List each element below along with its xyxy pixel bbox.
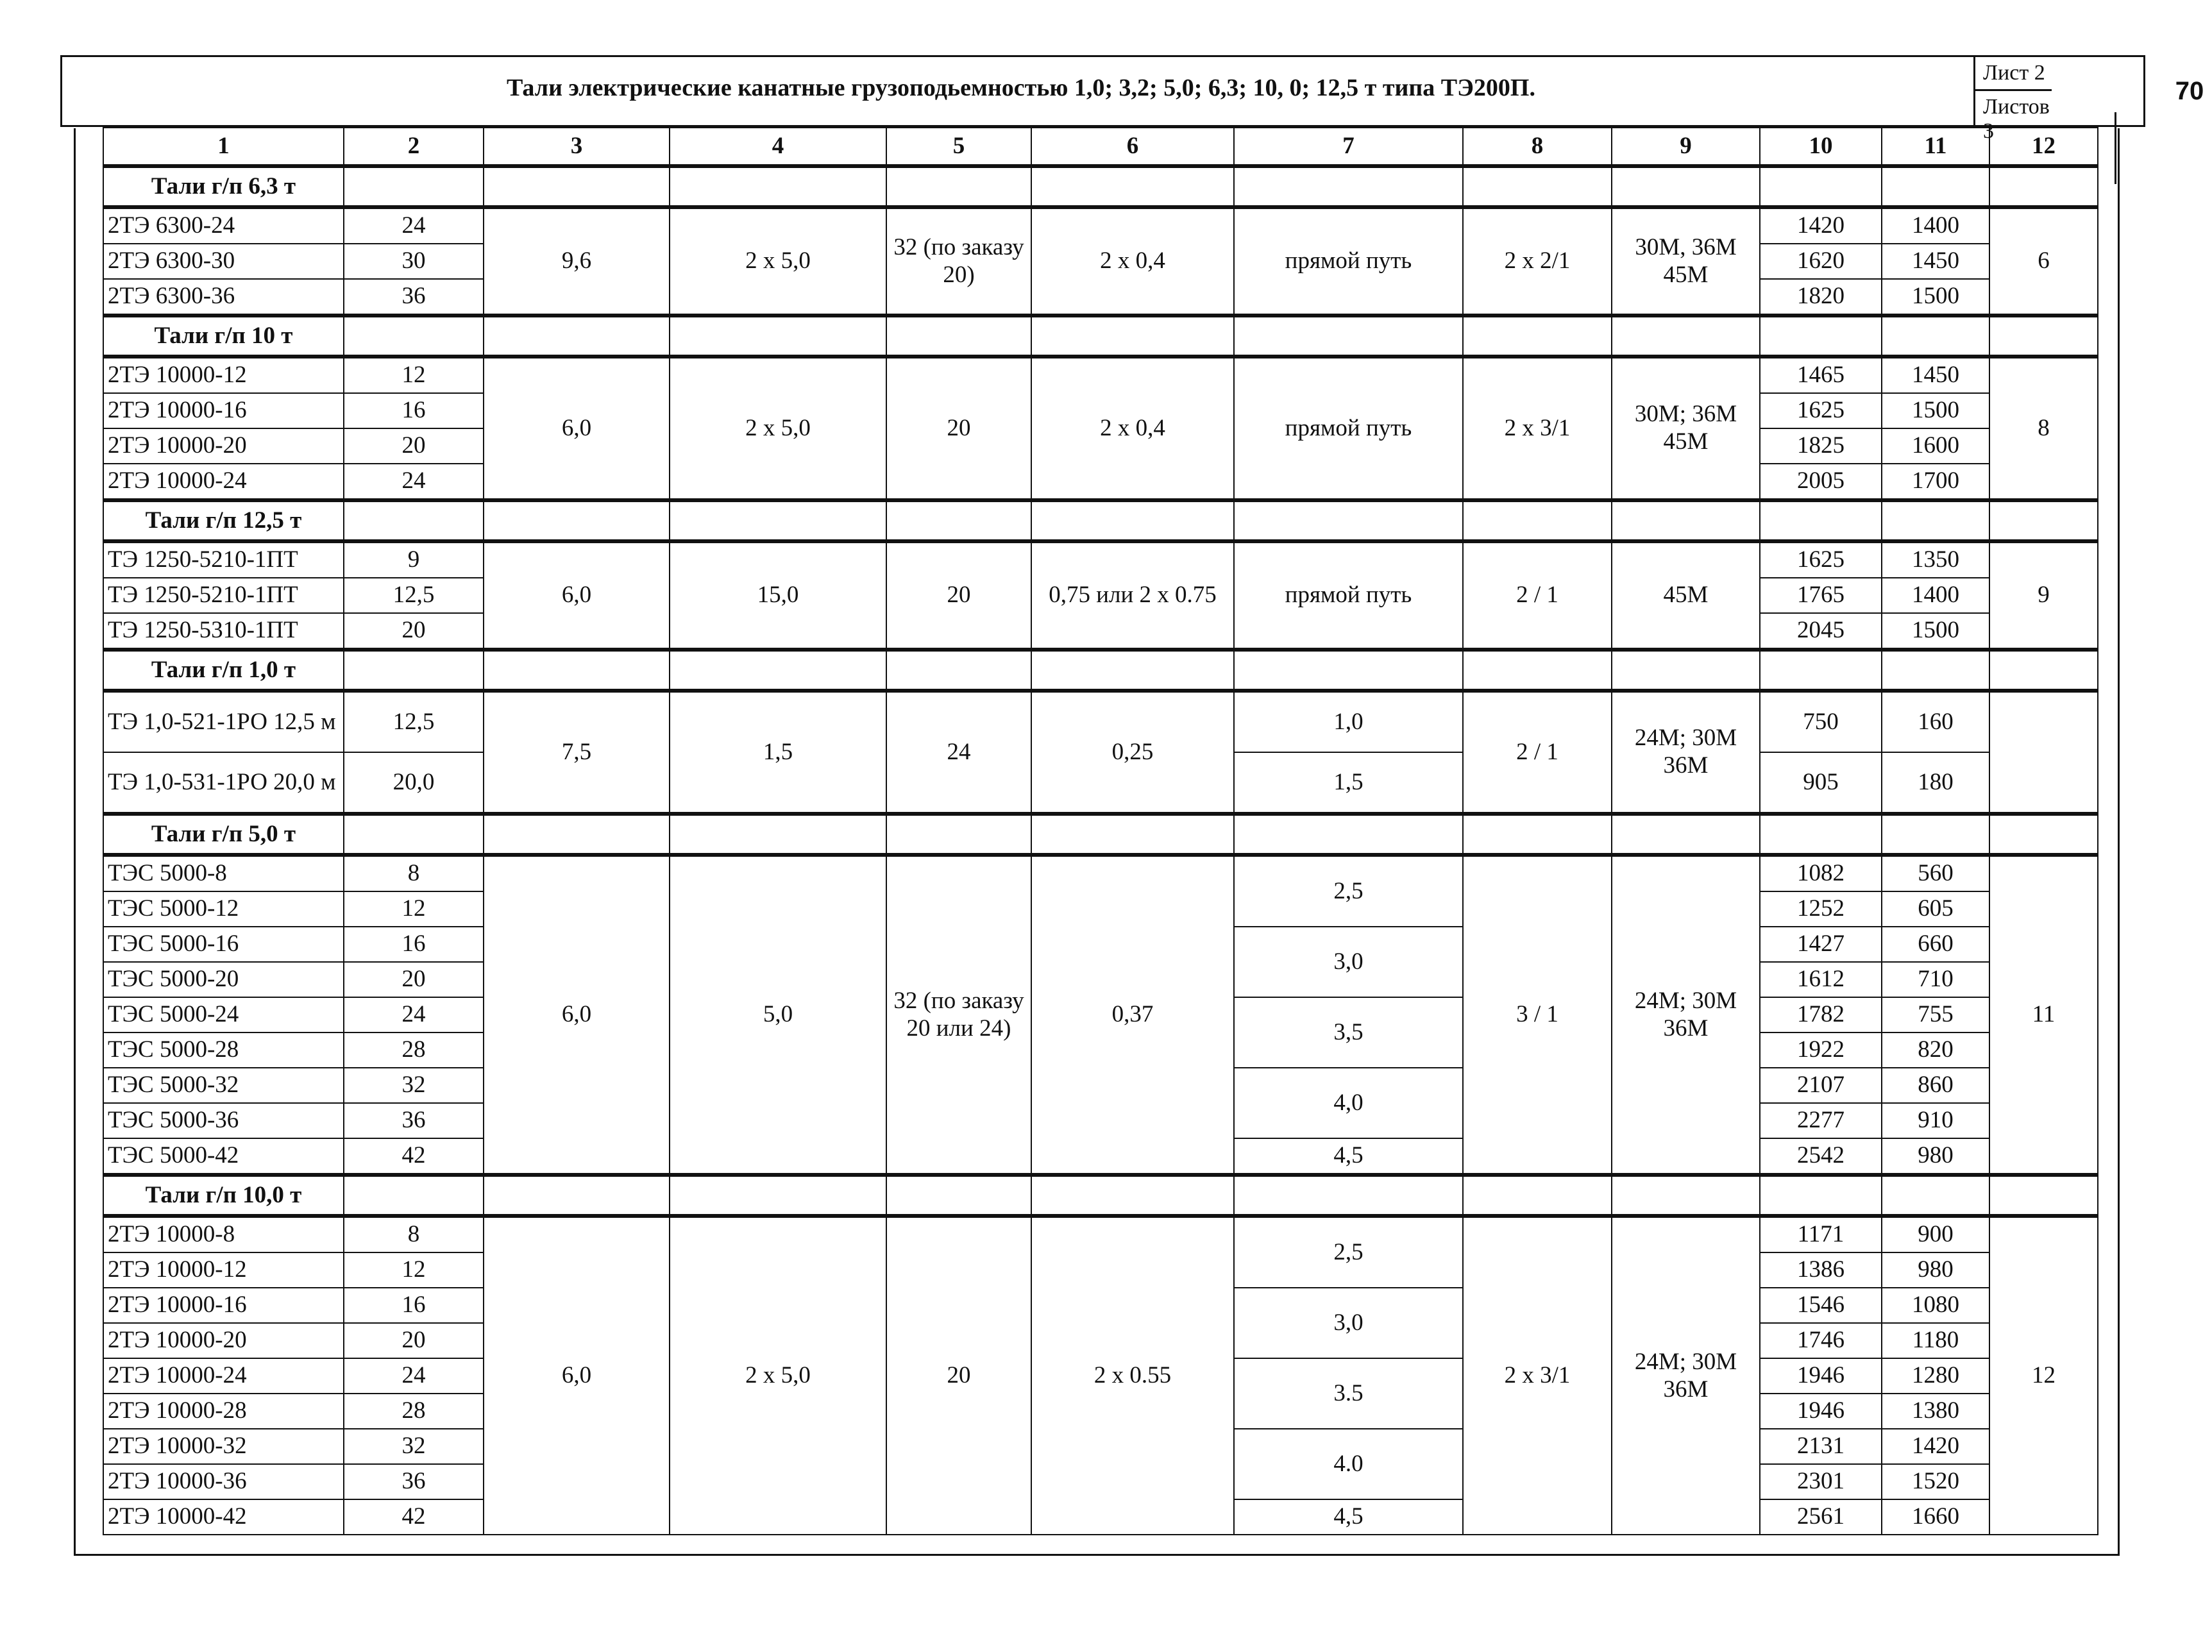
empty-cell [344,166,484,207]
col11-cell: 160 [1882,691,1989,752]
col10-cell: 1420 [1760,207,1882,244]
model-cell: ТЭС 5000-28 [103,1032,344,1068]
col9-cell: 24М; 30М 36М [1612,1216,1760,1535]
lift-height-cell: 8 [344,1216,484,1252]
col10-cell: 1825 [1760,428,1882,464]
col10-cell: 2045 [1760,613,1882,650]
col10-cell: 1922 [1760,1032,1882,1068]
col7-cell: 1,0 [1234,691,1463,752]
section-header-row [103,500,2098,541]
lift-height-cell: 30 [344,244,484,279]
col9-cell: 30М, 36М 45М [1612,207,1760,316]
col10-cell: 1946 [1760,1394,1882,1429]
model-cell: 2ТЭ 10000-12 [103,357,344,393]
empty-cell [1463,500,1612,541]
col10-cell: 1427 [1760,927,1882,962]
col10-cell: 2542 [1760,1138,1882,1175]
col7-cell: 2,5 [1234,855,1463,927]
col11-cell: 1600 [1882,428,1989,464]
col9-cell: 24М; 30М 36М [1612,855,1760,1175]
col5-cell: 32 (по заказу 20) [886,207,1031,316]
col6-cell: 2 х 0.55 [1031,1216,1234,1535]
col3-cell: 9,6 [484,207,670,316]
model-cell: 2ТЭ 10000-20 [103,1323,344,1358]
empty-cell [1234,500,1463,541]
lift-height-cell: 12 [344,891,484,927]
model-cell: 2ТЭ 10000-24 [103,464,344,500]
empty-cell [344,650,484,691]
col8-cell: 2 / 1 [1463,691,1612,814]
empty-cell [886,814,1031,855]
col7-cell: прямой путь [1234,357,1463,500]
empty-cell [1612,814,1760,855]
col6-cell: 0,37 [1031,855,1234,1175]
empty-cell [484,316,670,357]
col6-cell: 2 х 0,4 [1031,357,1234,500]
section-header-row [103,316,2098,357]
empty-cell [1234,650,1463,691]
col5-cell: 20 [886,1216,1031,1535]
lift-height-cell: 36 [344,279,484,316]
model-cell: ТЭ 1250-5310-1ПТ [103,613,344,650]
model-cell: ТЭ 1250-5210-1ПТ [103,541,344,578]
empty-cell [1760,316,1882,357]
lift-height-cell: 42 [344,1499,484,1535]
col-header: 10 [1760,128,1882,166]
empty-cell [1031,166,1234,207]
col11-cell: 860 [1882,1068,1989,1103]
empty-cell [1760,1175,1882,1216]
lift-height-cell: 20 [344,613,484,650]
col6-cell: 0,25 [1031,691,1234,814]
empty-cell [1612,500,1760,541]
col10-cell: 2301 [1760,1464,1882,1499]
col8-cell: 2 х 3/1 [1463,1216,1612,1535]
col11-cell: 710 [1882,962,1989,997]
model-cell: ТЭС 5000-12 [103,891,344,927]
lift-height-cell: 24 [344,464,484,500]
col7-cell: 3,5 [1234,997,1463,1068]
col9-cell: 24М; 30М 36М [1612,691,1760,814]
empty-cell [1989,814,2098,855]
section-title: Тали г/п 10,0 т [103,1175,344,1216]
col10-cell: 1820 [1760,279,1882,316]
col10-cell: 2107 [1760,1068,1882,1103]
table-row [103,1216,2098,1252]
lift-height-cell: 24 [344,207,484,244]
col-header: 8 [1463,128,1612,166]
model-cell: 2ТЭ 10000-8 [103,1216,344,1252]
col11-cell: 1500 [1882,393,1989,428]
col11-cell: 1180 [1882,1323,1989,1358]
empty-cell [1463,650,1612,691]
col11-cell: 1380 [1882,1394,1989,1429]
col12-cell: 9 [1989,541,2098,650]
model-cell: ТЭ 1250-5210-1ПТ [103,578,344,613]
empty-cell [344,1175,484,1216]
model-cell: 2ТЭ 6300-36 [103,279,344,316]
lift-height-cell: 16 [344,927,484,962]
col11-cell: 660 [1882,927,1989,962]
table-row [103,855,2098,891]
col4-cell: 2 х 5,0 [670,357,886,500]
specs-table [103,127,2098,1535]
col11-cell: 1500 [1882,279,1989,316]
col10-cell: 2561 [1760,1499,1882,1535]
empty-cell [1463,1175,1612,1216]
col11-cell: 755 [1882,997,1989,1032]
empty-cell [484,650,670,691]
col5-cell: 32 (по заказу 20 или 24) [886,855,1031,1175]
col11-cell: 560 [1882,855,1989,891]
model-cell: ТЭС 5000-16 [103,927,344,962]
lift-height-cell: 12 [344,1252,484,1288]
model-cell: ТЭ 1,0-531-1РО 20,0 м [103,752,344,814]
col10-cell: 905 [1760,752,1882,814]
lift-height-cell: 36 [344,1464,484,1499]
col5-cell: 24 [886,691,1031,814]
col11-cell: 900 [1882,1216,1989,1252]
col10-cell: 2131 [1760,1429,1882,1464]
model-cell: ТЭС 5000-20 [103,962,344,997]
col5-cell: 20 [886,541,1031,650]
col10-cell: 1625 [1760,393,1882,428]
lift-height-cell: 9 [344,541,484,578]
col12-cell: 11 [1989,855,2098,1175]
col11-cell: 605 [1882,891,1989,927]
lift-height-cell: 24 [344,997,484,1032]
empty-cell [1031,1175,1234,1216]
model-cell: 2ТЭ 10000-28 [103,1394,344,1429]
empty-cell [670,316,886,357]
col10-cell: 1625 [1760,541,1882,578]
empty-cell [1760,166,1882,207]
section-header-row [103,814,2098,855]
lift-height-cell: 12,5 [344,578,484,613]
table-row [103,357,2098,393]
section-title: Тали г/п 10 т [103,316,344,357]
empty-cell [1882,500,1989,541]
col11-cell: 1500 [1882,613,1989,650]
model-cell: ТЭ 1,0-521-1РО 12,5 м [103,691,344,752]
empty-cell [1463,814,1612,855]
empty-cell [1234,814,1463,855]
section-title: Тали г/п 5,0 т [103,814,344,855]
model-cell: 2ТЭ 10000-42 [103,1499,344,1535]
empty-cell [344,814,484,855]
lift-height-cell: 16 [344,393,484,428]
col3-cell: 6,0 [484,1216,670,1535]
empty-cell [1612,1175,1760,1216]
lift-height-cell: 32 [344,1068,484,1103]
col8-cell: 2 х 3/1 [1463,357,1612,500]
empty-cell [484,814,670,855]
sheet-block [1922,57,2050,143]
empty-cell [1031,814,1234,855]
model-cell: ТЭС 5000-32 [103,1068,344,1103]
col11-cell: 980 [1882,1252,1989,1288]
model-cell: 2ТЭ 10000-36 [103,1464,344,1499]
specs-table-body [103,128,2098,1535]
model-cell: 2ТЭ 10000-20 [103,428,344,464]
lift-height-cell: 20 [344,1323,484,1358]
lift-height-cell: 28 [344,1032,484,1068]
empty-cell [344,500,484,541]
empty-cell [886,166,1031,207]
col3-cell: 6,0 [484,855,670,1175]
lift-height-cell: 36 [344,1103,484,1138]
col7-cell: 4,0 [1234,1068,1463,1138]
col4-cell: 15,0 [670,541,886,650]
empty-cell [484,1175,670,1216]
col10-cell: 1546 [1760,1288,1882,1323]
col10-cell: 1620 [1760,244,1882,279]
table-row [103,541,2098,578]
col7-cell: прямой путь [1234,207,1463,316]
col9-cell: 45М [1612,541,1760,650]
col11-cell: 1700 [1882,464,1989,500]
empty-cell [886,1175,1031,1216]
col7-cell: 3,0 [1234,927,1463,997]
empty-cell [1234,166,1463,207]
col7-cell: 2,5 [1234,1216,1463,1288]
model-cell: 2ТЭ 10000-12 [103,1252,344,1288]
col7-cell: 3,0 [1234,1288,1463,1358]
col11-cell: 1400 [1882,578,1989,613]
empty-cell [344,316,484,357]
empty-cell [670,500,886,541]
lift-height-cell: 20,0 [344,752,484,814]
empty-cell [1463,166,1612,207]
col-header: 3 [484,128,670,166]
col-header: 7 [1234,128,1463,166]
title-frame [60,55,2204,143]
section-title: Тали г/п 1,0 т [103,650,344,691]
col10-cell: 1171 [1760,1216,1882,1252]
col12-cell: 12 [1989,1216,2098,1535]
col11-cell: 1660 [1882,1499,1989,1535]
empty-cell [1031,650,1234,691]
empty-cell [1989,316,2098,357]
lift-height-cell: 28 [344,1394,484,1429]
col10-cell: 2005 [1760,464,1882,500]
document-title: Тали электрические канатные грузоподьемностью 1,0; 3,2; 5,0; 6,3; 10, 0; 12,5 т типа ТЭ200П. [507,74,1535,101]
lift-height-cell: 20 [344,428,484,464]
empty-cell [1612,166,1760,207]
empty-cell [1463,316,1612,357]
lift-height-cell: 12 [344,357,484,393]
col10-cell: 1946 [1760,1358,1882,1394]
model-cell: 2ТЭ 6300-24 [103,207,344,244]
col11-cell: 1520 [1882,1464,1989,1499]
col10-cell: 1746 [1760,1323,1882,1358]
col8-cell: 2 х 2/1 [1463,207,1612,316]
col4-cell: 2 х 5,0 [670,207,886,316]
col10-cell: 1612 [1760,962,1882,997]
col11-cell: 980 [1882,1138,1989,1175]
empty-cell [1234,1175,1463,1216]
col-header: 6 [1031,128,1234,166]
col3-cell: 7,5 [484,691,670,814]
model-cell: 2ТЭ 10000-16 [103,1288,344,1323]
col10-cell: 2277 [1760,1103,1882,1138]
empty-cell [1760,500,1882,541]
empty-cell [886,316,1031,357]
col6-cell: 2 х 0,4 [1031,207,1234,316]
empty-cell [1031,316,1234,357]
col11-cell: 180 [1882,752,1989,814]
empty-cell [1989,166,2098,207]
col-header: 4 [670,128,886,166]
col10-cell: 1252 [1760,891,1882,927]
col10-cell: 1765 [1760,578,1882,613]
col10-cell: 750 [1760,691,1882,752]
empty-cell [1989,500,2098,541]
col11-cell: 1280 [1882,1358,1989,1394]
col4-cell: 2 х 5,0 [670,1216,886,1535]
empty-cell [670,1175,886,1216]
empty-cell [670,166,886,207]
col-header: 2 [344,128,484,166]
empty-cell [1882,814,1989,855]
col5-cell: 20 [886,357,1031,500]
empty-cell [484,166,670,207]
col12-cell [1989,691,2098,814]
lift-height-cell: 16 [344,1288,484,1323]
empty-cell [1882,1175,1989,1216]
model-cell: 2ТЭ 10000-32 [103,1429,344,1464]
col3-cell: 6,0 [484,541,670,650]
col10-cell: 1386 [1760,1252,1882,1288]
model-cell: ТЭС 5000-8 [103,855,344,891]
empty-cell [1234,316,1463,357]
empty-cell [1760,650,1882,691]
model-cell: 2ТЭ 6300-30 [103,244,344,279]
page-number: 70 [2175,77,2204,105]
col3-cell: 6,0 [484,357,670,500]
lift-height-cell: 20 [344,962,484,997]
col11-cell: 820 [1882,1032,1989,1068]
col4-cell: 5,0 [670,855,886,1175]
col7-cell: прямой путь [1234,541,1463,650]
col7-cell: 4.0 [1234,1429,1463,1499]
section-title: Тали г/п 6,3 т [103,166,344,207]
section-header-row [103,1175,2098,1216]
col12-cell: 6 [1989,207,2098,316]
empty-cell [1989,650,2098,691]
section-header-row [103,650,2098,691]
col10-cell: 1082 [1760,855,1882,891]
empty-cell [670,814,886,855]
model-cell: ТЭС 5000-36 [103,1103,344,1138]
empty-cell [1989,1175,2098,1216]
empty-cell [886,500,1031,541]
empty-cell [484,500,670,541]
col-header: 5 [886,128,1031,166]
col12-cell: 8 [1989,357,2098,500]
lift-height-cell: 24 [344,1358,484,1394]
col11-cell: 1080 [1882,1288,1989,1323]
col-header: 1 [103,128,344,166]
empty-cell [1760,814,1882,855]
sheet-label: Лист 2 [1973,57,2052,91]
col-header: 9 [1612,128,1760,166]
col4-cell: 1,5 [670,691,886,814]
table-row [103,207,2098,244]
col9-cell: 30М; 36М 45М [1612,357,1760,500]
empty-cell [1882,316,1989,357]
sheets-count-label: Листов 3 [1973,91,2052,125]
lift-height-cell: 42 [344,1138,484,1175]
col11-cell: 1400 [1882,207,1989,244]
col7-cell: 4,5 [1234,1499,1463,1535]
col-header: 12 [1989,128,2098,166]
empty-cell [1031,500,1234,541]
col6-cell: 0,75 или 2 х 0.75 [1031,541,1234,650]
col11-cell: 1420 [1882,1429,1989,1464]
lift-height-cell: 8 [344,855,484,891]
col10-cell: 1465 [1760,357,1882,393]
col7-cell: 1,5 [1234,752,1463,814]
table-row [103,691,2098,752]
empty-cell [886,650,1031,691]
col11-cell: 1450 [1882,244,1989,279]
lift-height-cell: 32 [344,1429,484,1464]
model-cell: 2ТЭ 10000-24 [103,1358,344,1394]
model-cell: ТЭС 5000-42 [103,1138,344,1175]
empty-cell [670,650,886,691]
model-cell: 2ТЭ 10000-16 [103,393,344,428]
col7-cell: 3.5 [1234,1358,1463,1429]
empty-cell [1612,316,1760,357]
empty-cell [1882,650,1989,691]
model-cell: ТЭС 5000-24 [103,997,344,1032]
empty-cell [1612,650,1760,691]
col11-cell: 1450 [1882,357,1989,393]
col11-cell: 1350 [1882,541,1989,578]
col8-cell: 2 / 1 [1463,541,1612,650]
header-row [103,128,2098,166]
col8-cell: 3 / 1 [1463,855,1612,1175]
empty-cell [1882,166,1989,207]
col11-cell: 910 [1882,1103,1989,1138]
col-header: 11 [1882,128,1989,166]
section-header-row [103,166,2098,207]
col7-cell: 4,5 [1234,1138,1463,1175]
col10-cell: 1782 [1760,997,1882,1032]
lift-height-cell: 12,5 [344,691,484,752]
section-title: Тали г/п 12,5 т [103,500,344,541]
